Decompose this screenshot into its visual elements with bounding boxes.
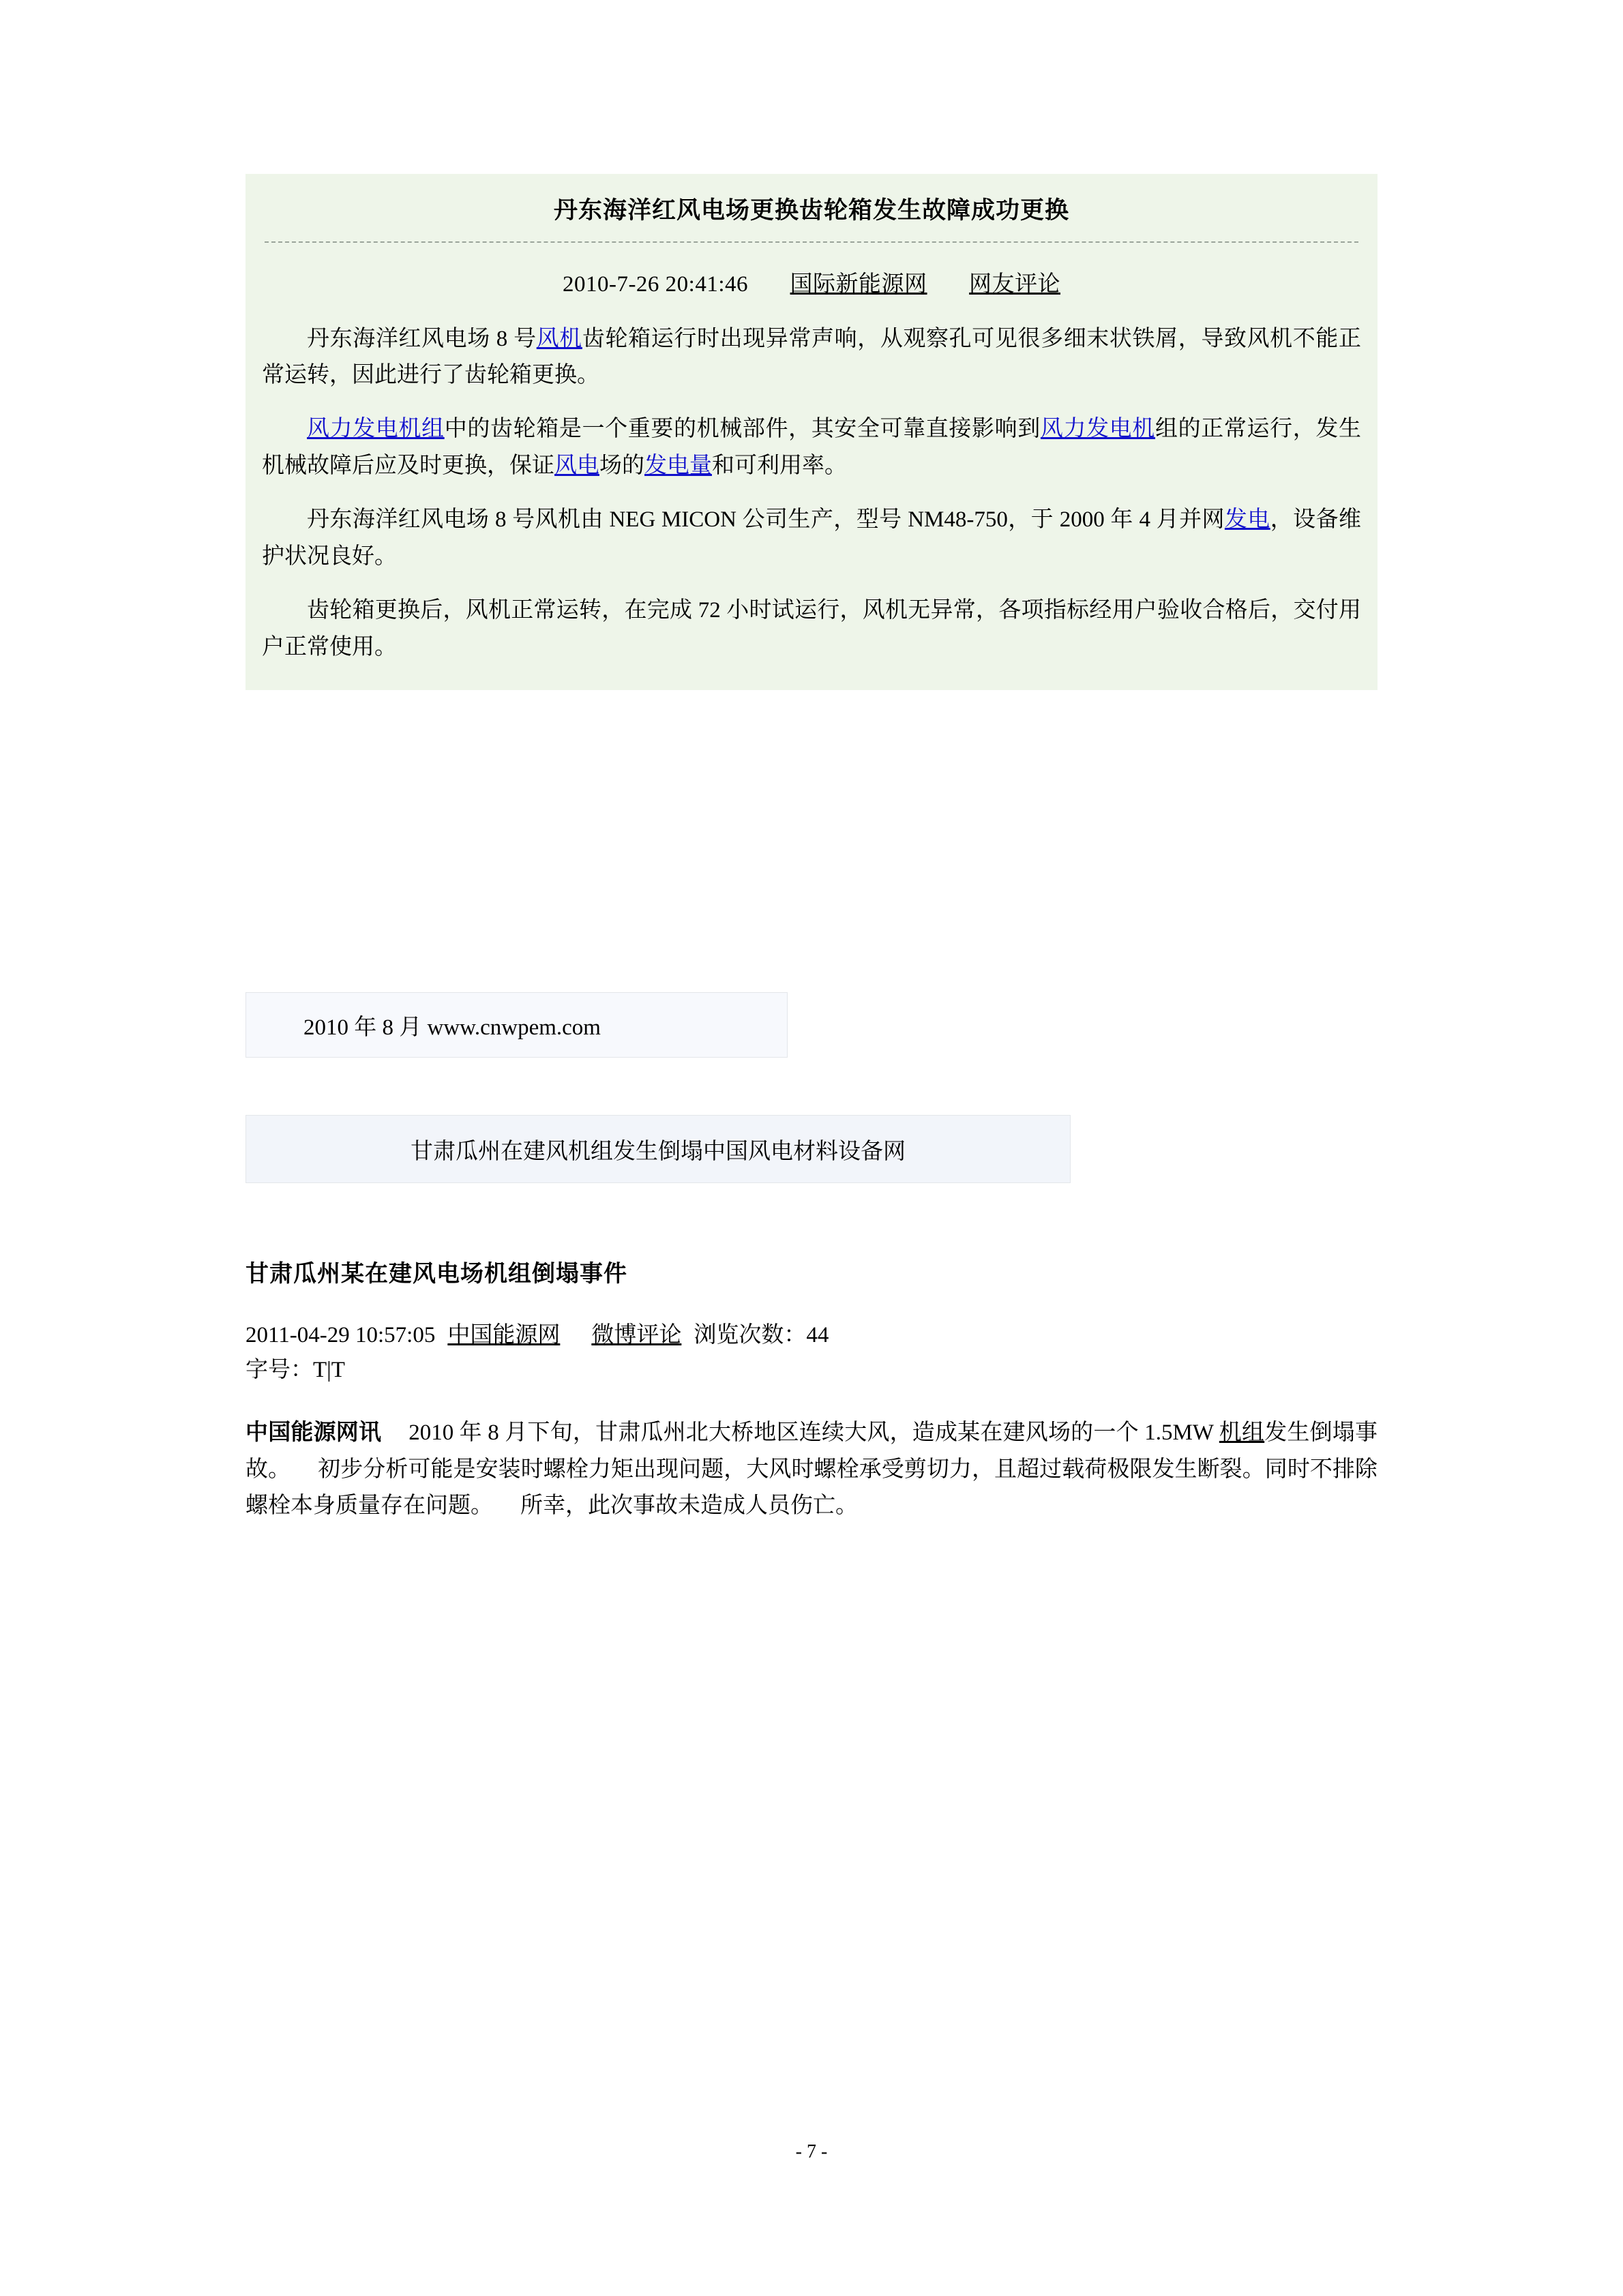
article-1-meta bbox=[262, 266, 1361, 298]
inline-link-wind-generator[interactable]: 风力发电机 bbox=[1040, 417, 1156, 442]
text-run: 丹东海洋红风电场 8 号风机由 NEG MICON 公司生产，型号 NM48-750，于 2000 年 4 月并网 bbox=[307, 507, 1225, 533]
text-run: ，设备维护状况良好。 bbox=[262, 507, 1362, 569]
article-2-title: 甘肃瓜州某在建风电场机组倒塌事件 bbox=[245, 1261, 627, 1287]
article-1-paragraph bbox=[262, 502, 1361, 575]
snippet-box-headline bbox=[245, 1115, 1071, 1183]
article-2-comments-link[interactable]: 微博评论 bbox=[591, 1323, 682, 1347]
article-1 bbox=[245, 174, 1378, 690]
article-1-source[interactable]: 国际新能源网 bbox=[790, 271, 927, 297]
text-run: 和可利用率。 bbox=[712, 453, 847, 478]
snippet-box-source-url bbox=[245, 992, 788, 1058]
inline-link-generation-amount[interactable]: 发电量 bbox=[644, 453, 712, 478]
text-run: 初步分析可能是安装时螺栓力矩出现问题，大风时螺栓承受剪切力，且超过载荷极限发生断裂。同时不排除螺栓本身质量存在问题。 bbox=[245, 1457, 1378, 1519]
article-1-comments-link[interactable]: 网友评论 bbox=[969, 271, 1061, 297]
article-2 bbox=[245, 1255, 1378, 1525]
inline-link-wind-power[interactable]: 风电 bbox=[554, 453, 599, 478]
article-2-fontsize-control[interactable]: 字号：T|T bbox=[245, 1358, 345, 1383]
inline-link-wind-turbine-unit[interactable]: 风力发电机组 bbox=[307, 417, 445, 442]
snippet-box-2-text: 甘肃瓜州在建风机组发生倒塌中国风电材料设备网 bbox=[411, 1139, 906, 1164]
article-1-paragraph bbox=[262, 321, 1361, 394]
article-2-body bbox=[245, 1415, 1378, 1524]
article-1-paragraph bbox=[262, 411, 1361, 484]
text-run: 2010 年 8 月下旬，甘肃瓜州北大桥地区连续大风，造成某在建风场的一个 1.5MW bbox=[408, 1420, 1219, 1446]
dashed-divider bbox=[265, 241, 1358, 243]
article-2-datetime: 2011-04-29 10:57:05 bbox=[245, 1323, 436, 1347]
article-2-views: 浏览次数：44 bbox=[694, 1323, 829, 1347]
article-1-paragraph bbox=[262, 593, 1361, 666]
inline-underline-unit[interactable]: 机组 bbox=[1219, 1420, 1265, 1446]
text-run: 齿轮箱更换后，风机正常运转，在完成 72 小时试运行，风机无异常，各项指标经用户验收合格后，交付用户正常使用。 bbox=[262, 598, 1361, 659]
text-run: 齿轮箱运行时出现异常声响，从观察孔可见很多细末状铁屑，导致风机不能正常运转，因此进行了齿轮箱更换。 bbox=[262, 326, 1362, 387]
article-1-datetime: 2010-7-26 20:41:46 bbox=[562, 271, 749, 297]
article-2-lead: 中国能源网讯 bbox=[245, 1420, 382, 1446]
article-1-body-block bbox=[245, 174, 1378, 690]
text-run: 场的 bbox=[599, 453, 644, 478]
inline-link-generation[interactable]: 发电 bbox=[1224, 507, 1270, 533]
text-run: 丹东海洋红风电场 8 号 bbox=[307, 326, 537, 351]
inline-link-fengji[interactable]: 风机 bbox=[536, 326, 582, 351]
text-run: 发生倒塌事故。 bbox=[245, 1420, 1378, 1482]
text-run: 中的齿轮箱是一个重要的机械部件，其安全可靠直接影响到 bbox=[444, 417, 1041, 442]
page-number: - 7 - bbox=[795, 2141, 828, 2162]
article-2-meta bbox=[245, 1318, 1378, 1388]
text-run: 组的正常运行，发生机械故障后应及时更换，保证 bbox=[262, 417, 1362, 478]
article-2-source[interactable]: 中国能源网 bbox=[447, 1323, 561, 1347]
snippet-box-1-text: 2010 年 8 月 www.cnwpem.com bbox=[303, 1015, 601, 1040]
article-1-title: 丹东海洋红风电场更换齿轮箱发生故障成功更换 bbox=[553, 197, 1069, 224]
page-footer bbox=[0, 2141, 1623, 2163]
text-run: 所幸，此次事故未造成人员伤亡。 bbox=[520, 1493, 858, 1519]
